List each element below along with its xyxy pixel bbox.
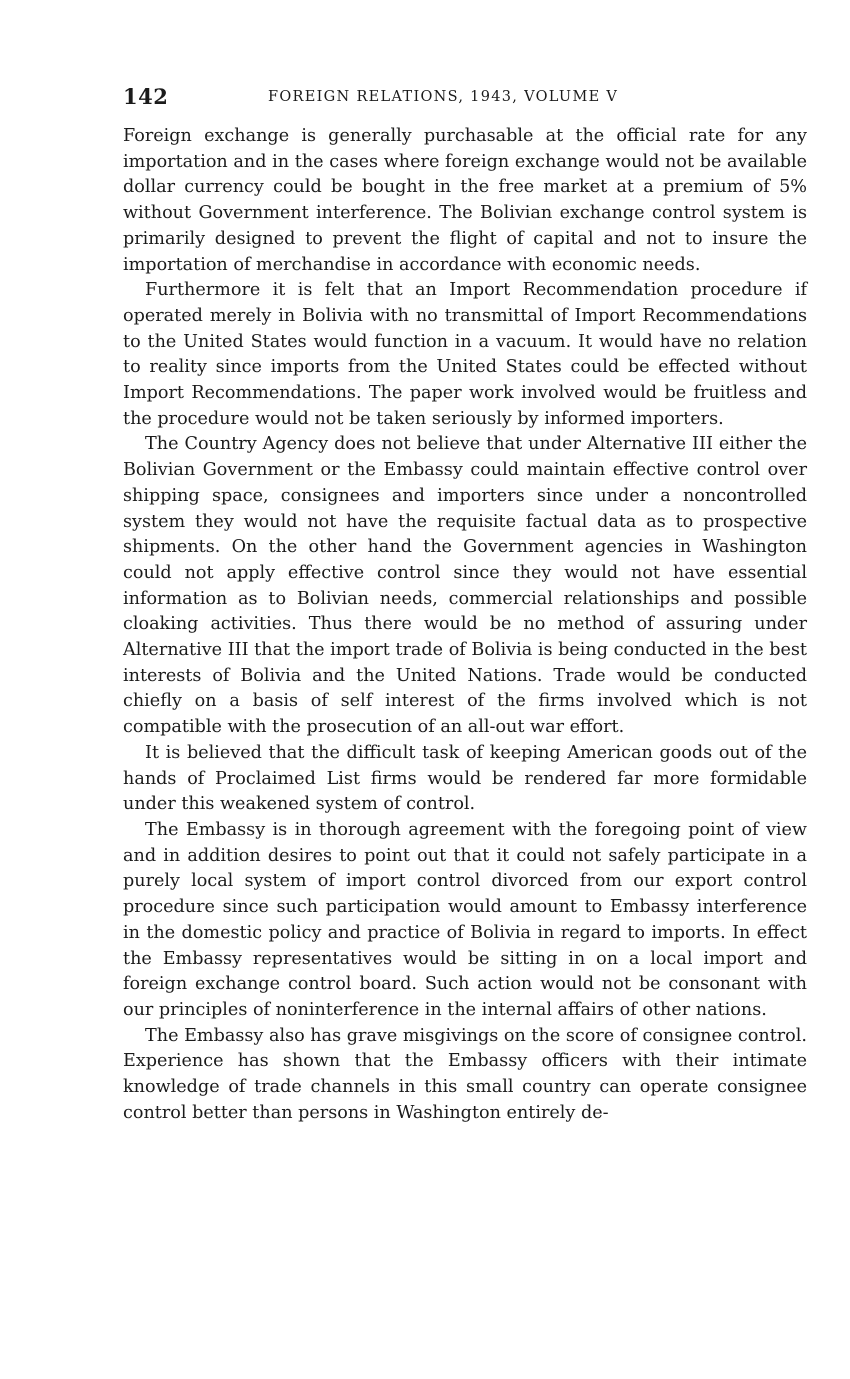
running-head (123, 84, 807, 114)
body-text (123, 124, 807, 1126)
paragraph-embassy-agreement: The Embassy is in thorough agreement with the foregoing point of view and in addition desires to point out that it could not safely participate in a purely local system of import control divorced from our export control procedure since such participation would amount to Embassy interference in the domestic policy and practice of Bolivia in regard to imports. In effect the Embassy representatives would be sitting in on a local import and foreign exchange control board. Such action would not be consonant with our principles of noninterference in the internal affairs of other nations. (123, 819, 807, 1020)
paragraph-country-agency: The Country Agency does not believe that under Alternative III either the Bolivian Government or the Embassy could maintain effective control over shipping space, consignees and importers since under a noncontrolled system they would not have the requisite factual data as to prospective shipments. On the other hand the Government agencies in Washington could not apply effective control since they would not have essential information as to Bolivian needs, commercial relationships and possible cloaking activities. Thus there would be no method of assuring under Alternative III that the import trade of Bolivia is being conducted in the best interests of Bolivia and the United Nations. Trade would be conducted chiefly on a basis of self interest of the firms involved which is not compatible with the prosecution of an all-out war effort. (123, 434, 807, 738)
page-number: 142 (123, 84, 169, 109)
running-title: FOREIGN RELATIONS, 1943, VOLUME V (268, 89, 619, 105)
paragraph-import-recommendation: Furthermore it is felt that an Import Recommendation procedure if operated merely in Bolivia with no transmittal of Import Recommendations to the United States would function in a vacuum. It would have no relation to reality since imports from the United States could be effected without Import Recommendations. The paper work involved would be fruitless and the procedure would not be taken seriously by informed importers. (123, 280, 807, 429)
document-page (123, 84, 807, 1126)
paragraph-consignee-control: The Embassy also has grave misgivings on the score of consignee control. Experience has shown that the Embassy officers with their intimate knowledge of trade channels in this small country can operate consignee control better than persons in Washington entirely de- (123, 1025, 807, 1123)
paragraph-proclaimed-list: It is believed that the difficult task of keeping American goods out of the hands of Proclaimed List firms would be rendered far more formidable under this weakened system of control. (123, 742, 807, 815)
paragraph-foreign-exchange: Foreign exchange is generally purchasable at the official rate for any importation and in the cases where foreign exchange would not be available dollar currency could be bought in the free market at a premium of 5% without Government interference. The Bolivian exchange control system is primarily designed to prevent the flight of capital and not to insure the importation of merchandise in accordance with economic needs. (123, 126, 807, 275)
